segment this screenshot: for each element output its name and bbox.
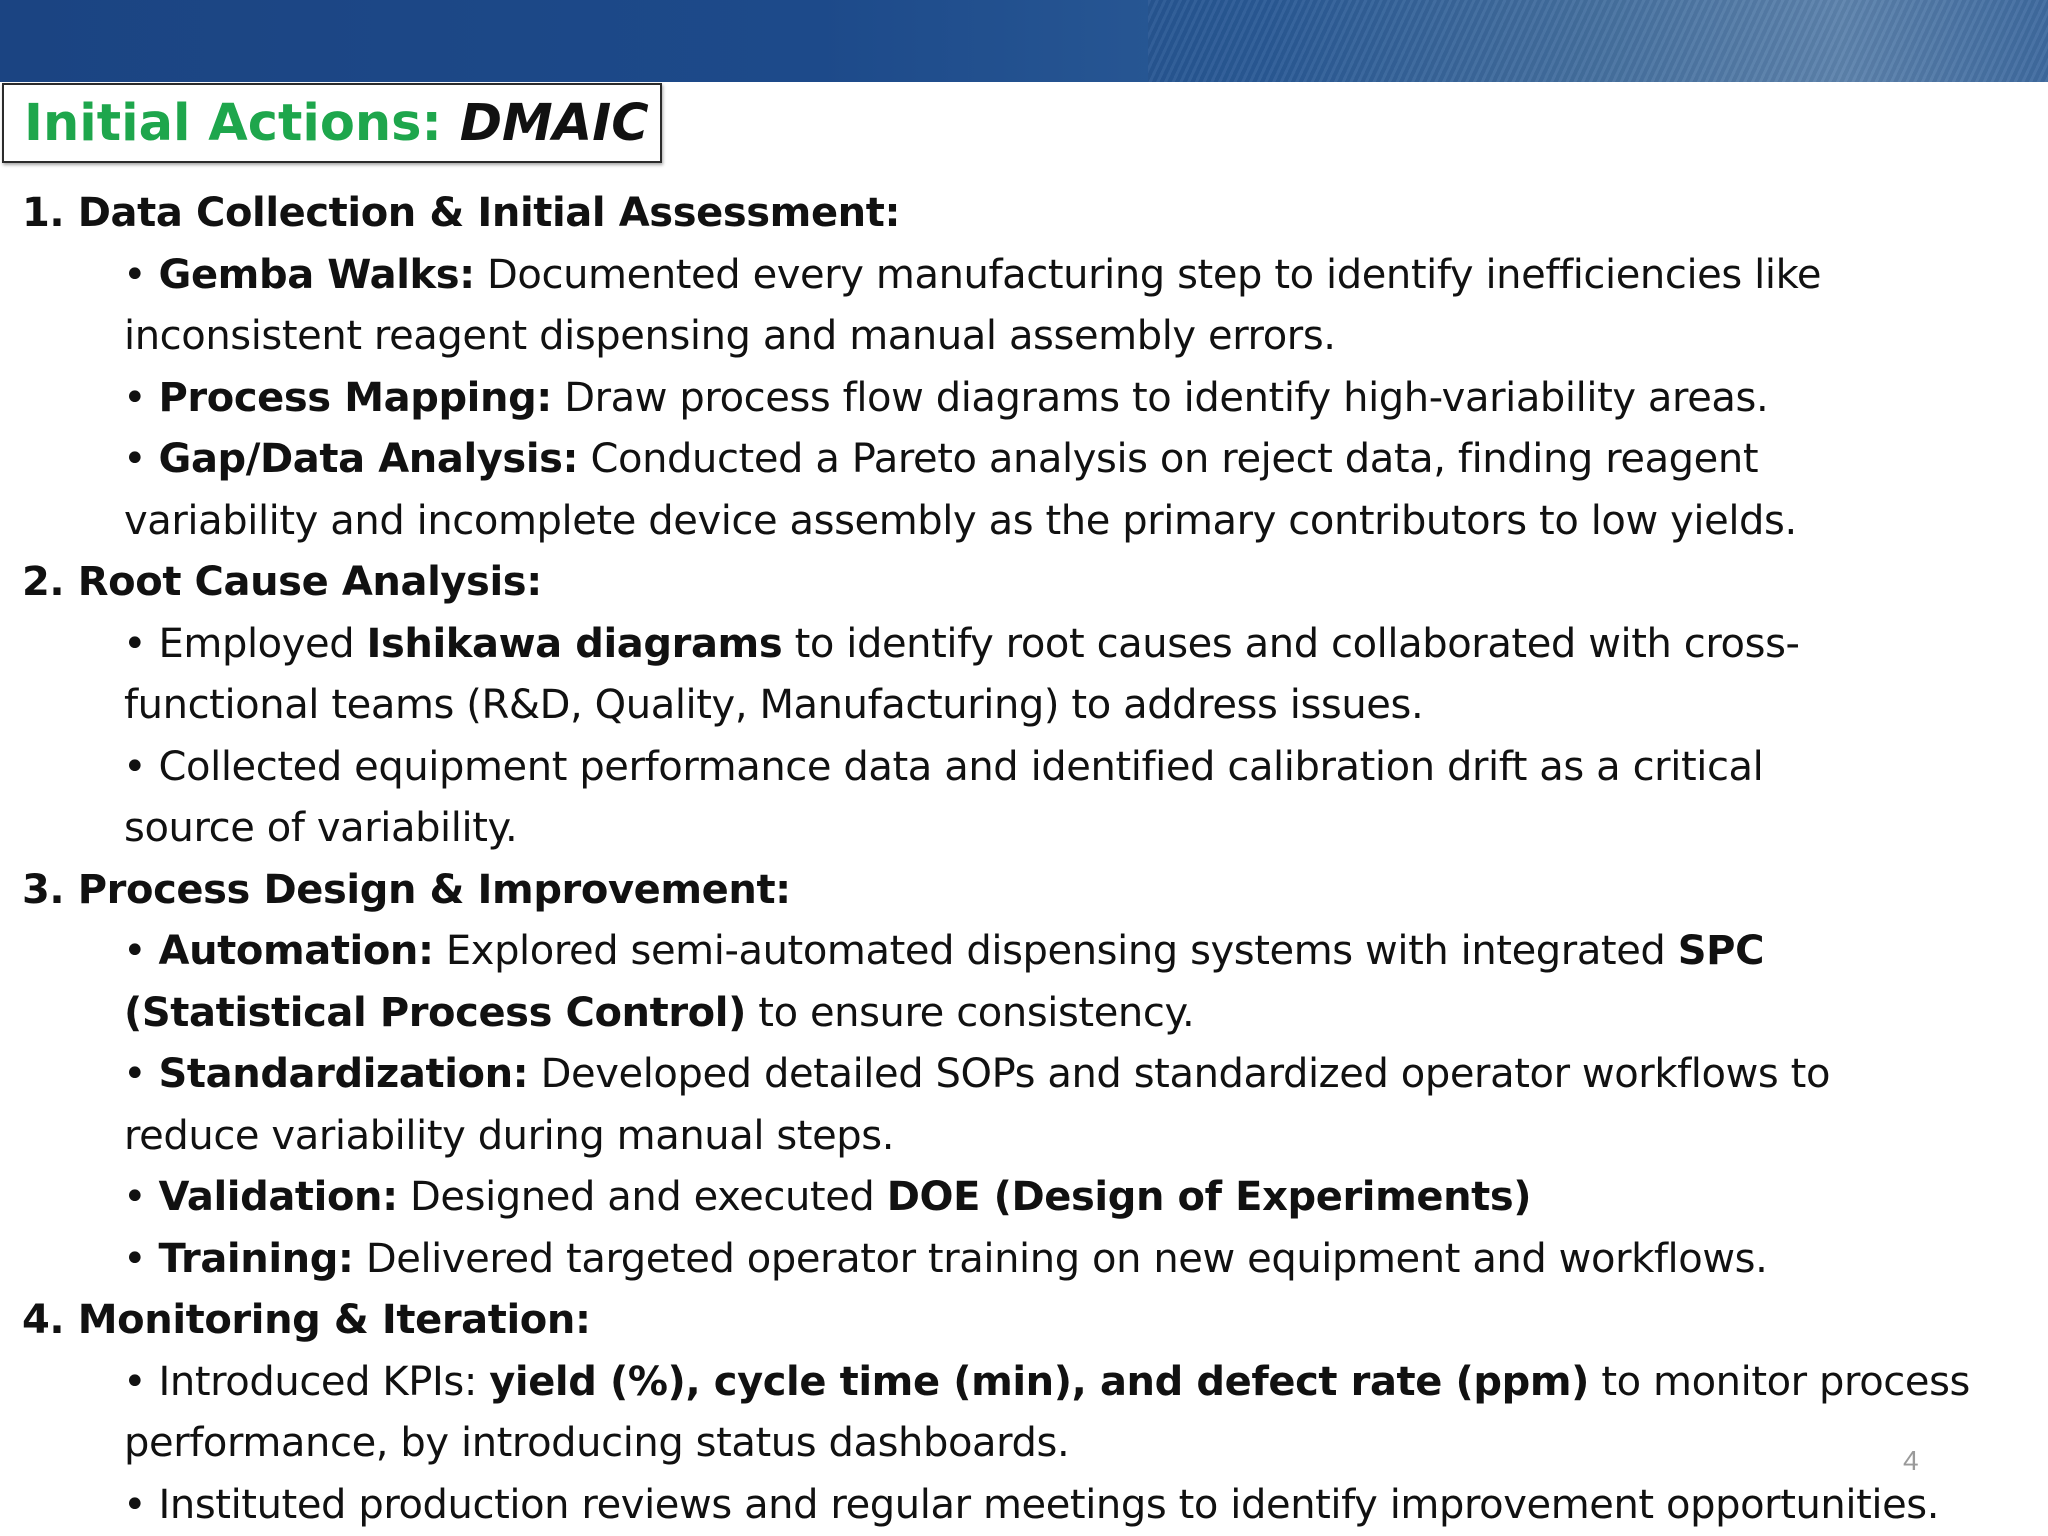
bullet-gap-data-analysis (0, 429, 2048, 491)
title-box (2, 83, 662, 163)
bullet-text: Draw process flow diagrams to identify high-variability areas. (551, 374, 1769, 421)
bullet-marker: • (123, 436, 159, 482)
bullet-text: to monitor process (1589, 1358, 1970, 1405)
bullet-continuation: inconsistent reagent dispensing and manual assembly errors. (124, 313, 1336, 359)
bullet-production-reviews: • Instituted production reviews and regular meetings to identify improvement opportunities. (123, 1481, 1940, 1528)
banner-texture (1148, 0, 2048, 82)
bullet-label: Process Mapping: (158, 374, 552, 421)
bullet-automation (0, 921, 2048, 983)
bullet-text: to identify root causes and collaborated with cross- (782, 620, 1800, 667)
bullet-text: Designed and executed (397, 1174, 887, 1220)
bullet-continuation: functional teams (R&D, Quality, Manufacturing) to address issues. (124, 682, 1424, 728)
bullet-bold-text: (Statistical Process Control) (124, 989, 746, 1036)
header-banner (0, 0, 2048, 82)
bullet-continuation (0, 983, 2048, 1045)
bullet-text: • Introduced KPIs: (123, 1358, 490, 1405)
bullet-kpis (0, 1352, 2048, 1414)
title-emphasis: DMAIC (459, 94, 649, 153)
bullet-standardization (0, 1044, 2048, 1106)
bullet-validation (0, 1167, 2048, 1229)
bullet-marker: • (123, 374, 159, 421)
slide-body (0, 183, 2048, 1536)
bullet-label: Gemba Walks: (158, 251, 475, 298)
bullet-bold-text: Ishikawa diagrams (366, 620, 783, 667)
title-main: Initial Actions: (24, 94, 460, 153)
bullet-marker: • (123, 1174, 159, 1220)
bullet-text: Documented every manufacturing step to identify inefficiencies like (474, 251, 1822, 298)
bullet-continuation: reduce variability during manual steps. (124, 1112, 895, 1159)
bullet-text: to ensure consistency. (745, 989, 1195, 1036)
bullet-bold-text: DOE (Design of Experiments) (886, 1174, 1532, 1220)
bullet-bold-text: yield (%), cycle time (min), and defect rate (ppm) (489, 1358, 1590, 1405)
bullet-label: Validation: (158, 1174, 398, 1220)
section-heading-monitoring: 4. Monitoring & Iteration: (22, 1297, 591, 1343)
bullet-text: Explored semi-automated dispensing systems with integrated (433, 928, 1678, 974)
bullet-ishikawa (0, 614, 2048, 676)
section-heading-process-design: 3. Process Design & Improvement: (22, 866, 791, 913)
bullet-text: Developed detailed SOPs and standardized operator workflows to (528, 1051, 1831, 1097)
bullet-text: • Employed (123, 620, 367, 667)
bullet-continuation: performance, by introducing status dashboards. (124, 1420, 1070, 1466)
bullet-bold-text: SPC (1677, 928, 1765, 974)
bullet-training (0, 1229, 2048, 1291)
bullet-label: Training: (158, 1235, 354, 1282)
bullet-text: Delivered targeted operator training on new equipment and workflows. (353, 1235, 1768, 1282)
bullet-continuation: source of variability. (124, 805, 518, 851)
bullet-equipment-data: • Collected equipment performance data and identified calibration drift as a critical (123, 743, 1764, 790)
bullet-process-mapping (0, 368, 2048, 430)
bullet-gemba-walks (0, 245, 2048, 307)
bullet-label: Standardization: (158, 1051, 529, 1097)
section-heading-data-collection: 1. Data Collection & Initial Assessment: (22, 190, 901, 236)
bullet-marker: • (123, 251, 159, 298)
bullet-marker: • (123, 928, 159, 974)
bullet-text: Conducted a Pareto analysis on reject data, finding reagent (578, 436, 1759, 482)
bullet-label: Automation: (158, 928, 434, 974)
bullet-continuation: variability and incomplete device assembly as the primary contributors to low yields. (124, 497, 1797, 544)
page-number: 4 (1903, 1445, 1919, 1476)
section-heading-root-cause: 2. Root Cause Analysis: (22, 559, 542, 605)
bullet-label: Gap/Data Analysis: (158, 436, 579, 482)
bullet-marker: • (123, 1051, 159, 1097)
page-title (24, 87, 649, 161)
bullet-marker: • (123, 1235, 159, 1282)
